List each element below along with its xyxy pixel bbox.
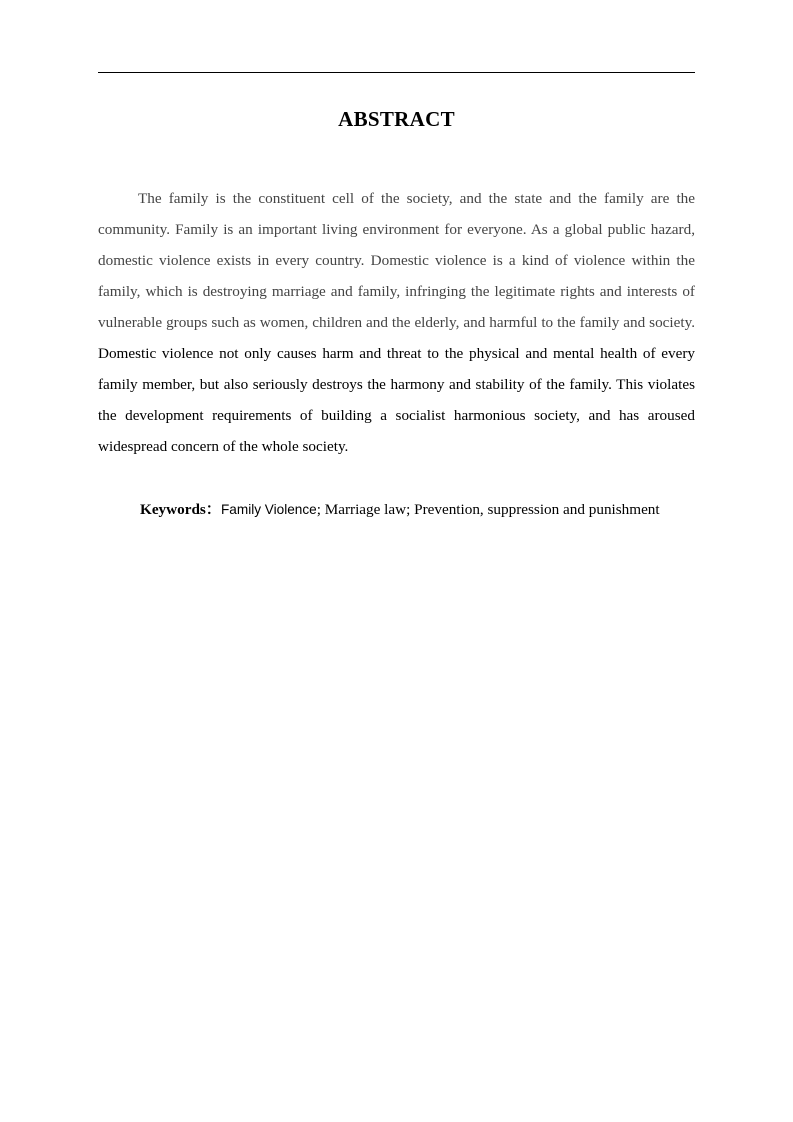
abstract-title: ABSTRACT — [338, 107, 455, 131]
abstract-text-part2: Domestic violence not only causes harm and threat to the physical and mental health of every family member, but also seriously destroys the harmony and stability of the family. This violates the development requirements of building a socialist harmonious society, and has aroused widespread concern of the whole society. — [98, 345, 695, 455]
keywords-rest: ; Marriage law; Prevention, suppression and punishment — [316, 501, 660, 518]
abstract-text-part1: The family is the constituent cell of the society, and the state and the family are the community. Family is an important living environment for everyone. As a global public hazard, domestic violence exists in every country. Domestic violence is a kind of violence within the family, which is destroying marriage and family, infringing the legitimate rights and interests of vulnerable groups such as women, children and the elderly, and harmful to the family and society. — [98, 190, 695, 331]
keywords-line — [140, 496, 700, 524]
header-rule — [98, 72, 695, 73]
keywords-label: Keywords： — [140, 501, 221, 518]
keyword-family-violence: Family Violence — [221, 502, 317, 517]
abstract-paragraph — [98, 183, 695, 462]
